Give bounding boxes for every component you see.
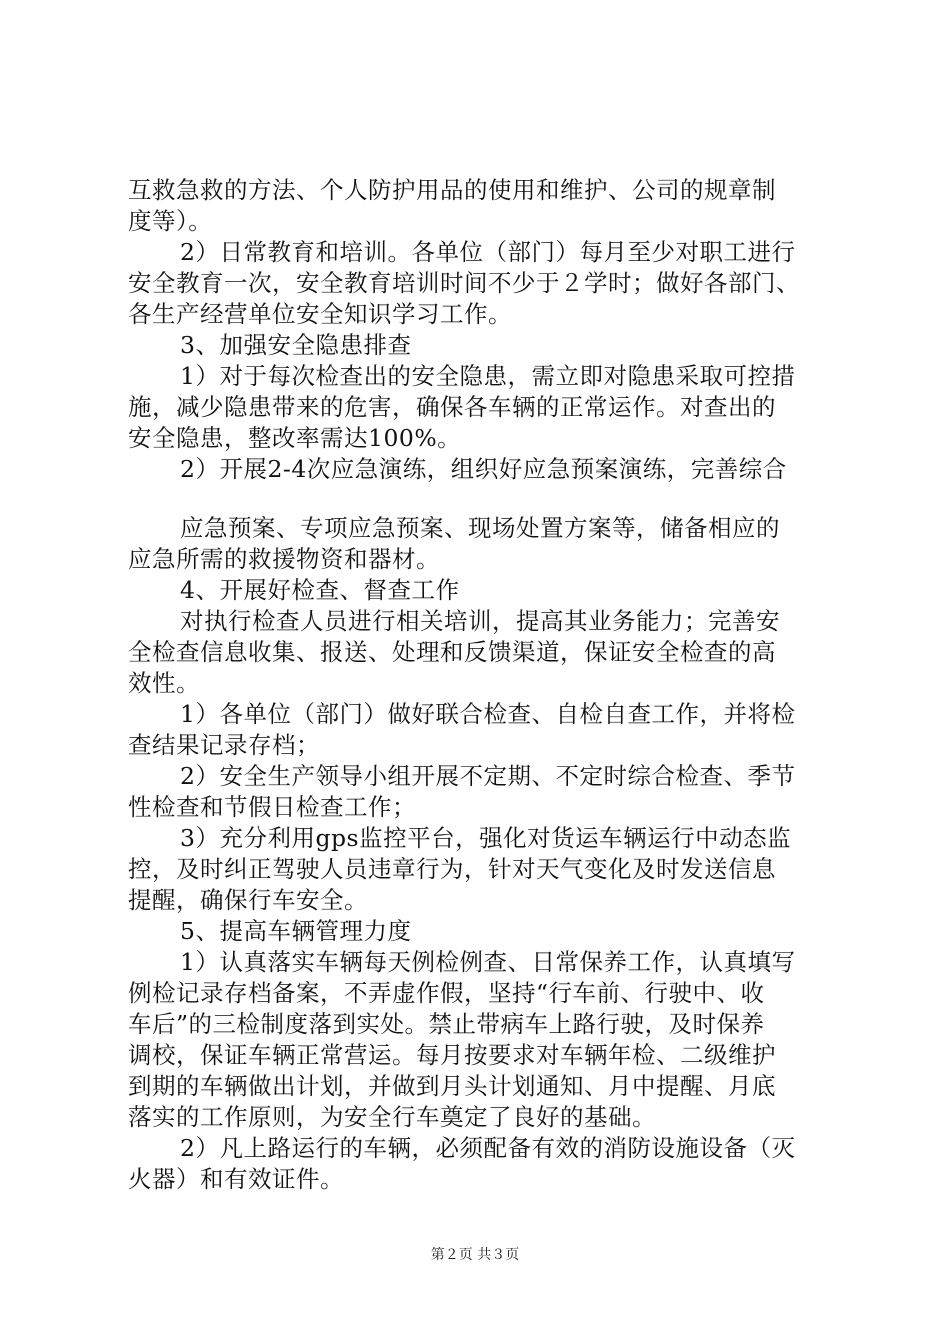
text-line: 提醒，确保行车安全。 — [128, 886, 368, 914]
text-line: 控，及时纠正驾驶人员违章行为，针对天气变化及时发送信息 — [128, 855, 776, 883]
text-line: 2）安全生产领导小组开展不定期、不定时综合检查、季节 — [180, 762, 796, 790]
text-line: 例检记录存档备案，不弄虚作假，坚持“行车前、行驶中、收 — [128, 979, 765, 1007]
page-number-footer: 第２页 共３页 — [430, 1247, 520, 1263]
text-line: 安全教育一次，安全教育培训时间不少于２学时；做好各部门、 — [128, 269, 800, 297]
text-line: 性检查和节假日检查工作； — [128, 793, 416, 821]
text-line: 火器）和有效证件。 — [128, 1165, 344, 1193]
text-line: 2）开展2-4次应急演练，组织好应急预案演练，完善综合 — [180, 455, 787, 483]
text-line: 调校，保证车辆正常营运。每月按要求对车辆年检、二级维护 — [128, 1041, 776, 1069]
text-line: 2）日常教育和培训。各单位（部门）每月至少对职工进行 — [180, 238, 796, 266]
section-heading: 3、加强安全隐患排查 — [180, 331, 412, 359]
text-line: 效性。 — [128, 669, 200, 697]
text-line: 应急所需的救援物资和器材。 — [128, 545, 440, 573]
text-line: 1）对于每次检查出的安全隐患，需立即对隐患采取可控措 — [180, 362, 796, 390]
text-line: 全检查信息收集、报送、处理和反馈渠道，保证安全检查的高 — [128, 638, 776, 666]
text-line: 3）充分利用gps监控平台，强化对货运车辆运行中动态监 — [180, 824, 792, 852]
text-line: 查结果记录存档； — [128, 731, 320, 759]
section-heading: 5、提高车辆管理力度 — [180, 917, 412, 945]
text-line: 车后”的三检制度落到实处。禁止带病车上路行驶，及时保养 — [128, 1010, 765, 1038]
text-line: 安全隐患，整改率需达100%。 — [128, 424, 462, 452]
text-line: 各生产经营单位安全知识学习工作。 — [128, 300, 512, 328]
text-line: 到期的车辆做出计划，并做到月头计划通知、月中提醒、月底 — [128, 1072, 776, 1100]
section-heading: 4、开展好检查、督查工作 — [180, 576, 460, 604]
text-line: 应急预案、专项应急预案、现场处置方案等，储备相应的 — [180, 514, 780, 542]
text-line: 落实的工作原则，为安全行车奠定了良好的基础。 — [128, 1103, 656, 1131]
text-line: 互救急救的方法、个人防护用品的使用和维护、公司的规章制 — [128, 176, 776, 204]
text-line: 1）认真落实车辆每天例检例查、日常保养工作，认真填写 — [180, 948, 796, 976]
text-line: 1）各单位（部门）做好联合检查、自检自查工作，并将检 — [180, 700, 796, 728]
text-line: 对执行检查人员进行相关培训，提高其业务能力；完善安 — [180, 607, 780, 635]
text-line: 度等）。 — [128, 207, 213, 235]
text-line: 2）凡上路运行的车辆，必须配备有效的消防设施设备（灭 — [180, 1134, 796, 1162]
text-line: 施，减少隐患带来的危害，确保各车辆的正常运作。对查出的 — [128, 393, 776, 421]
